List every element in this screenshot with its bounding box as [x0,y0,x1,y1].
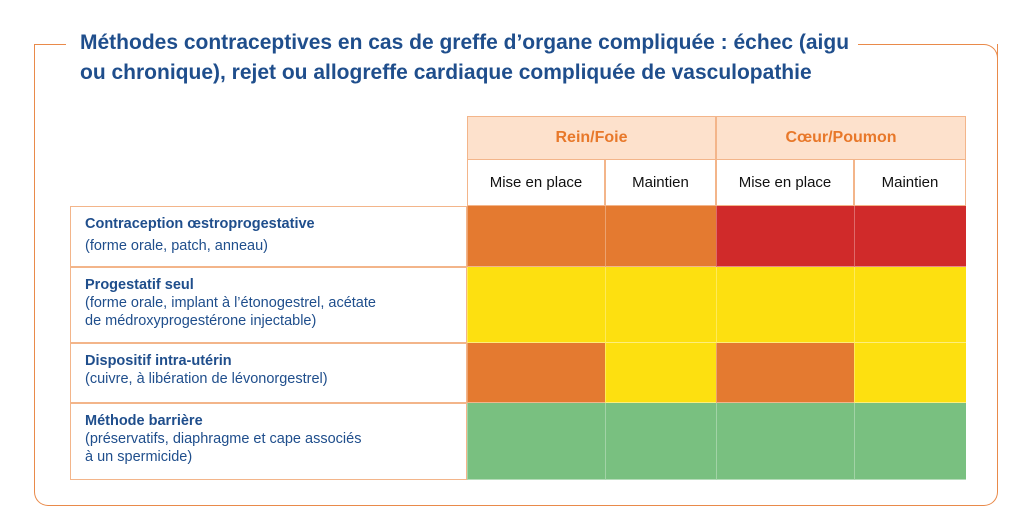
cell-orange [467,206,605,267]
row-name: Progestatif seul [85,277,194,293]
row-desc: (forme orale, patch, anneau) [85,238,268,254]
cell-yellow [605,343,716,403]
cell-yellow [467,267,605,343]
row-name: Dispositif intra-utérin [85,353,232,369]
cell-orange [605,206,716,267]
column-header-rein-mise-en-place: Mise en place [467,160,605,206]
row-label-dispositif-intra-uterin [70,343,467,403]
row-desc: (cuivre, à libération de lévonorgestrel) [85,371,328,387]
row-label-methode-barriere [70,403,467,480]
cell-yellow [854,343,966,403]
cell-green [854,403,966,480]
cell-green [467,403,605,480]
cell-yellow [605,267,716,343]
cell-red [716,206,854,267]
cell-yellow [716,267,854,343]
page-title: Méthodes contraceptives en cas de greffe d’organe compliquée : échec (aigu ou chronique), rejet ou allogreffe cardiaque compliquée de vasculopathie [80,31,850,84]
row-name: Contraception œstroprogestative [85,216,315,232]
frame-top-left [34,44,66,45]
cell-yellow [854,267,966,343]
row-label-estroprogestative [70,206,467,267]
group-header-coeur-poumon: Cœur/Poumon [716,116,966,160]
cell-red [854,206,966,267]
cell-orange [467,343,605,403]
cell-green [716,403,854,480]
row-label-progestatif-seul [70,267,467,343]
column-header-rein-maintien: Maintien [605,160,716,206]
group-header-rein-foie: Rein/Foie [467,116,716,160]
cell-green [605,403,716,480]
row-desc: (préservatifs, diaphragme et cape associés à un spermicide) [85,431,362,465]
cell-orange [716,343,854,403]
frame-top-right [858,44,998,64]
column-header-coeur-maintien: Maintien [854,160,966,206]
row-name: Méthode barrière [85,413,203,429]
row-desc: (forme orale, implant à l’étonogestrel, acétate de médroxyprogestérone injectable) [85,295,376,329]
column-header-coeur-mise-en-place: Mise en place [716,160,854,206]
